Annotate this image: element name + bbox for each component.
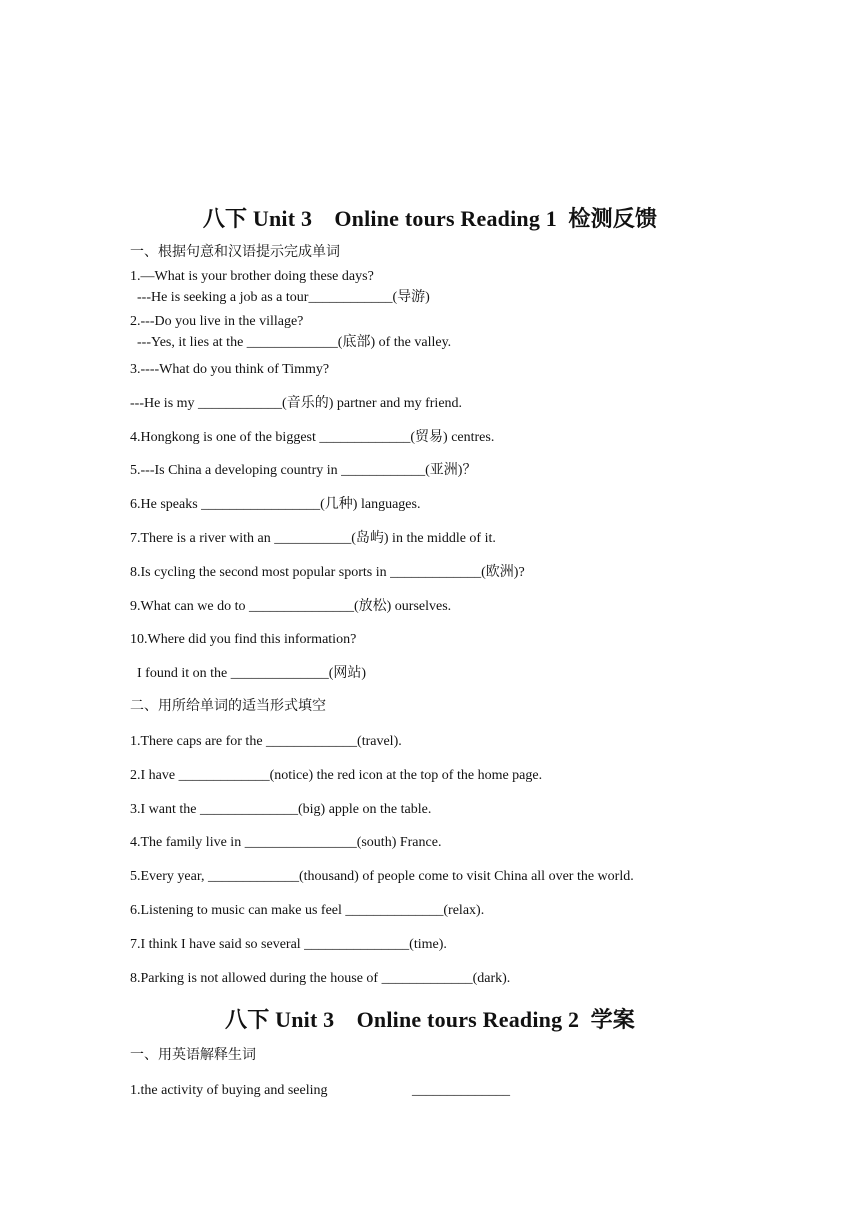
question-8: 8.Is cycling the second most popular sports in _____________(欧洲)? (130, 565, 525, 580)
question-2-answer: ---Yes, it lies at the _____________(底部) of the valley. (130, 335, 452, 350)
question-9: 9.What can we do to _______________(放松) ourselves. (130, 599, 452, 614)
section-heading-english-definitions: 一、用英语解释生词 (130, 1048, 256, 1063)
form-question-7: 7.I think I have said so several _______________(time). (130, 937, 447, 952)
worksheet-title-reading-2: 八下 Unit 3 Online tours Reading 2 学案 (225, 1007, 635, 1032)
question-3-prompt: 3.----What do you think of Timmy? (130, 362, 330, 377)
form-question-4: 4.The family live in ________________(south) France. (130, 835, 442, 850)
question-10-answer: I found it on the ______________(网站) (130, 666, 367, 681)
definition-answer-blank-1: ______________ (412, 1083, 510, 1098)
question-6: 6.He speaks _________________(几种) languages. (130, 497, 421, 512)
form-question-3: 3.I want the ______________(big) apple on the table. (130, 802, 432, 817)
form-question-6: 6.Listening to music can make us feel ______________(relax). (130, 903, 485, 918)
section-heading-word-forms: 二、用所给单词的适当形式填空 (130, 699, 326, 714)
question-3-answer: ---He is my ____________(音乐的) partner and my friend. (130, 396, 463, 411)
question-1-answer: ---He is seeking a job as a tour____________(导游) (130, 290, 430, 305)
question-1-prompt: 1.—What is your brother doing these days? (130, 269, 374, 284)
form-question-8: 8.Parking is not allowed during the house of _____________(dark). (130, 971, 511, 986)
form-question-2: 2.I have _____________(notice) the red icon at the top of the home page. (130, 768, 543, 783)
worksheet-title-reading-1: 八下 Unit 3 Online tours Reading 1 检测反馈 (202, 206, 658, 231)
question-10-prompt: 10.Where did you find this information? (130, 632, 357, 647)
section-heading-word-completion: 一、根据句意和汉语提示完成单词 (130, 245, 340, 260)
definition-question-1: 1.the activity of buying and seeling (130, 1083, 328, 1098)
question-2-prompt: 2.---Do you live in the village? (130, 314, 304, 329)
question-5: 5.---Is China a developing country in ____________(亚洲)？ (130, 463, 477, 478)
form-question-5: 5.Every year, _____________(thousand) of people come to visit China all over the world. (130, 869, 634, 884)
question-7: 7.There is a river with an ___________(岛屿) in the middle of it. (130, 531, 496, 546)
question-4: 4.Hongkong is one of the biggest _____________(贸易) centres. (130, 430, 495, 445)
form-question-1: 1.There caps are for the _____________(travel). (130, 734, 402, 749)
